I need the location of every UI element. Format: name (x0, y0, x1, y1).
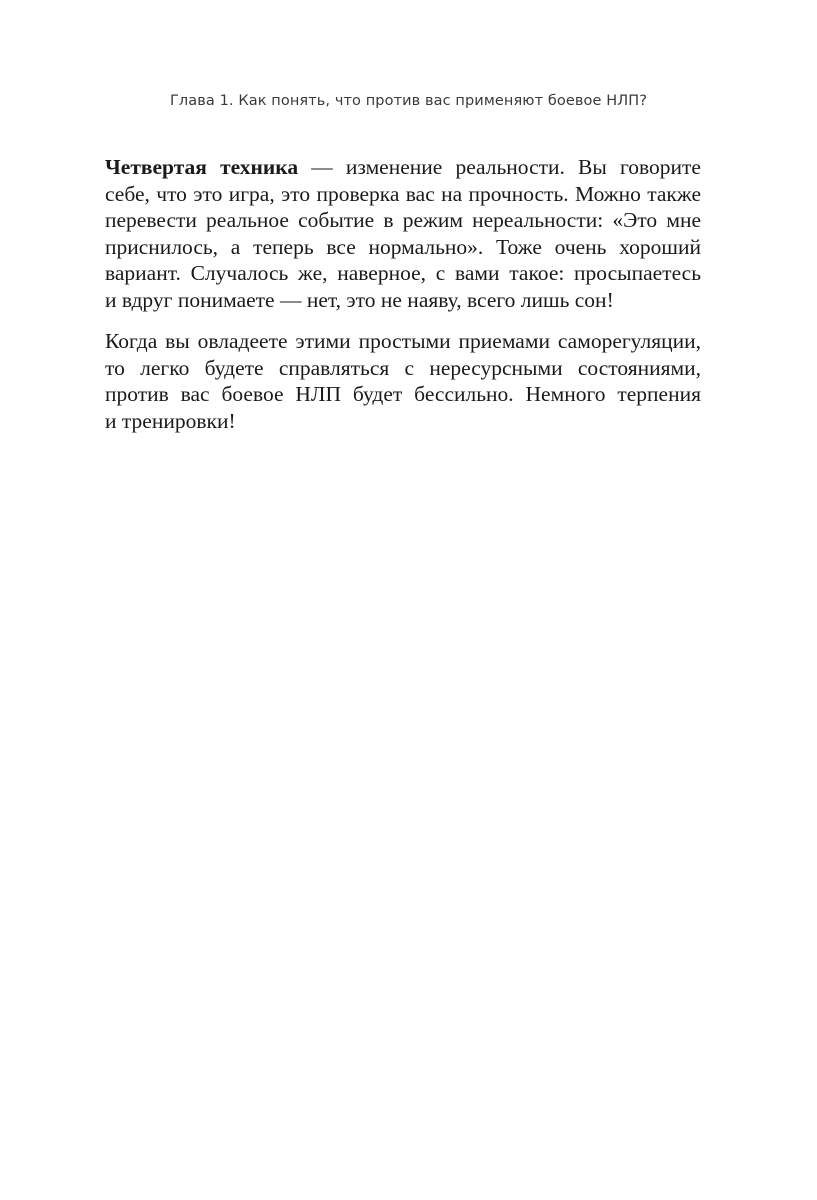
paragraph-fourth-technique (105, 154, 701, 313)
line-text: — изменение реальности. Вы говорите (298, 155, 701, 179)
page-body (105, 154, 701, 449)
technique-term: Четвертая техника (105, 155, 299, 179)
text-line: перевести реальное событие в режим нереальности: «Это мне (105, 208, 701, 232)
text-line: и вдруг понимаете — нет, это не наяву, всего лишь сон! (105, 287, 614, 312)
running-header: Глава 1. Как понять, что против вас применяют боевое НЛП? (169, 93, 648, 109)
text-line: вариант. Случалось же, наверное, с вами такое: просыпаетесь (105, 261, 701, 285)
text-line (105, 154, 701, 181)
text-line: себе, что это игра, это проверка вас на прочность. Можно также (105, 181, 701, 206)
text-line: против вас боевое НЛП будет бессильно. Немного терпения (105, 382, 701, 406)
text-line: то легко будете справляться с нересурсными состояниями, (105, 355, 701, 380)
text-line: Когда вы овладеете этими простыми приемами саморегуляции, (105, 329, 701, 353)
text-line: приснилось, а теперь все нормально». Тоже очень хороший (105, 234, 701, 259)
paragraph-conclusion (105, 328, 701, 434)
text-line: и тренировки! (105, 408, 236, 433)
